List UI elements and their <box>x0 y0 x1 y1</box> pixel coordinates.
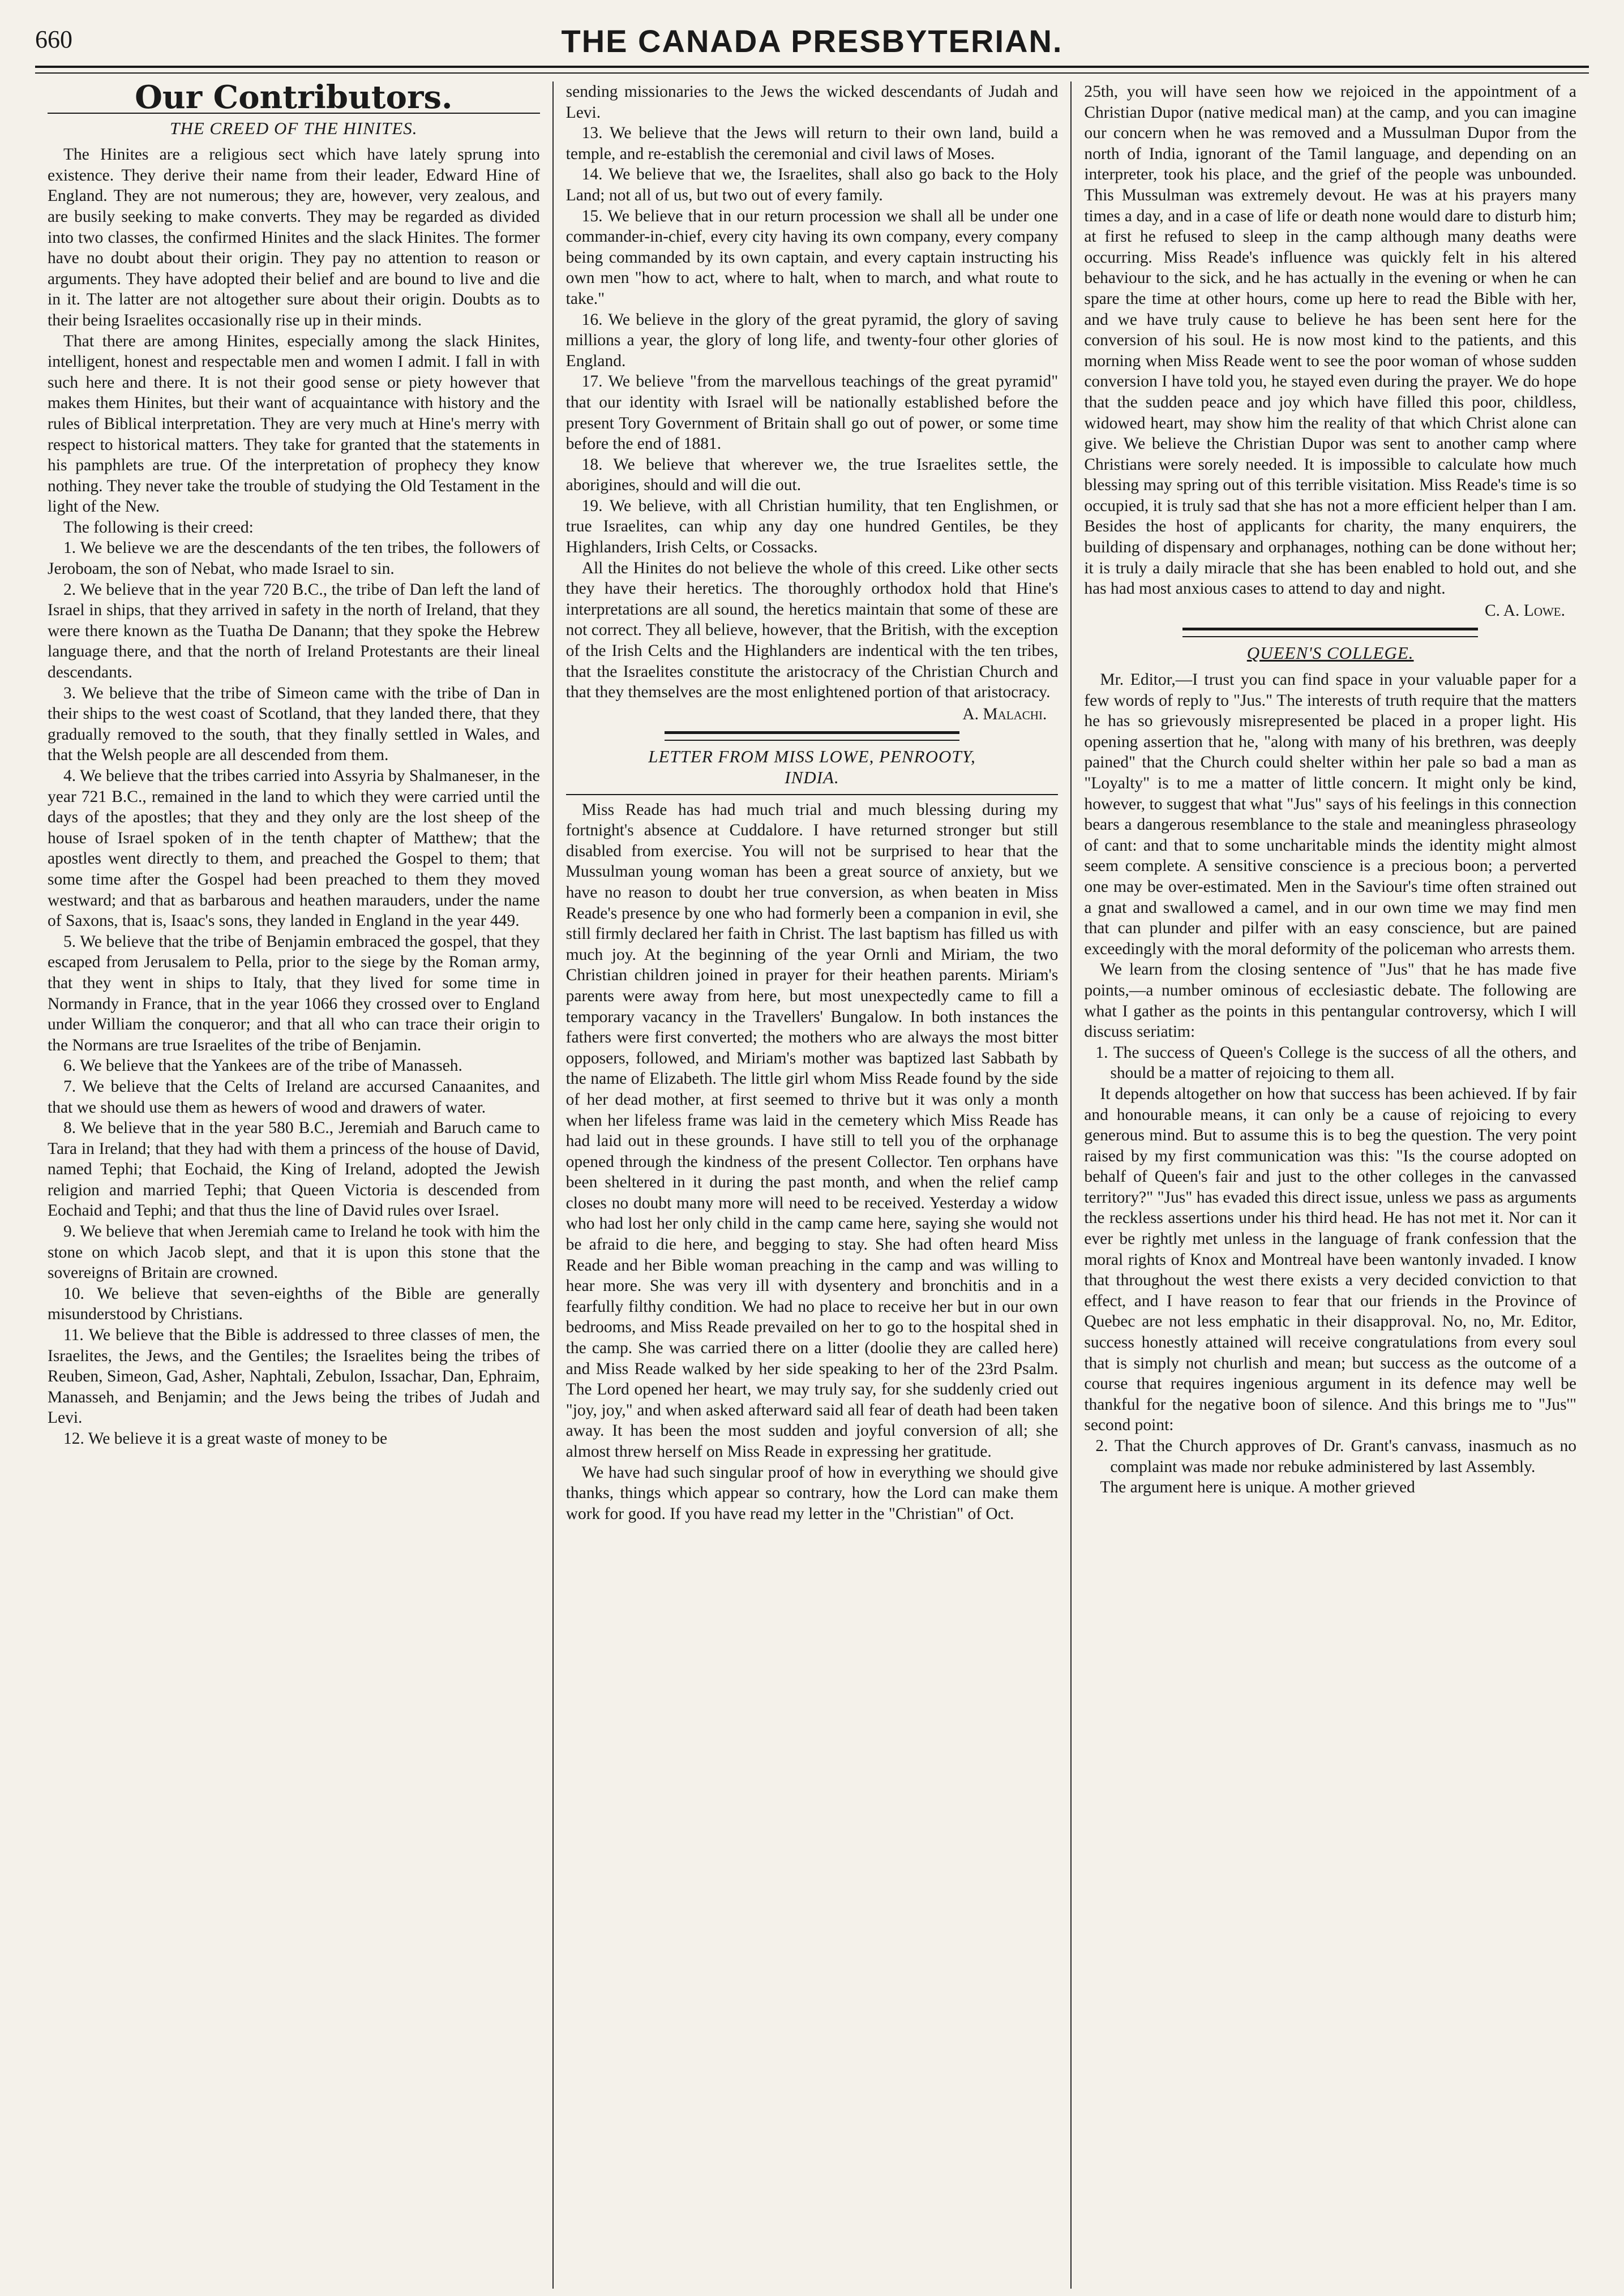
creed-item: 15. We believe that in our return procession we shall all be under one commander-in-chief, every city having its own company, every company being commanded by its own captain, and every captain instructing his own men "how to act, where to halt, when to march, and what route to take." <box>565 207 1059 308</box>
creed-item: 2. We believe that in the year 720 B.C., the tribe of Dan left the land of Israel in ships, that they arrived in safety in the north of Ireland, that they were there known as the Tuatha De Danann; that they spoke the Hebrew language there, and that the north of Ireland Protestants are their lineal descendants. <box>48 580 540 682</box>
newspaper-title: THE CANADA PRESBYTERIAN. <box>561 23 1063 59</box>
creed-item: 4. We believe that the tribes carried into Assyria by Shalmaneser, in the year 721 B.C., remained in the land to which they were carried until the days of the apostles; that they and they only are the lost sheep of the house of Israel spoken of in the tenth chapter of Matthew; that the apostles went directly to them, and preached the Gospel to them; that some time after the Gospel had been preached to them they moved westward; and that as barbarous and heathen marauders, under the name of Saxons, that is, Isaac's sons, they landed in England in the year 449. <box>48 767 540 930</box>
article-title-line-2: INDIA. <box>785 767 839 787</box>
paragraph: That there are among Hinites, especially among the slack Hinites, intelligent, honest and respectable men and women I admit. I fall in with such here and there. It is not their good sense or piety however that makes them Hinites, but their want of acquaintance with history and the rules of Biblical interpretation. They are very much at Hine's merry with respect to historical matters. They take for granted that the statements in his pamphlets are true. Of the interpretation of prophecy they know nothing. They never take the trouble of studying the Old Testament in the light of the New. <box>48 332 540 516</box>
column-2 <box>552 81 1071 2289</box>
creed-item: 13. We believe that the Jews will return to their own land, build a temple, and re-establish the ceremonial and civil laws of Moses. <box>565 124 1059 163</box>
creed-item: 1. We believe we are the descendants of the ten tribes, the followers of Jeroboam, the son of Nebat, who made Israel to sin. <box>48 539 540 578</box>
creed-item: 6. We believe that the Yankees are of the tribe of Manasseh. <box>63 1057 462 1075</box>
creed-item: 11. We believe that the Bible is addressed to three classes of men, the Israelites, the Jews, and the Gentiles; the Israelites being the tribes of Reuben, Simeon, Gad, Asher, Naphtali, Zebulon, Issachar, Dan, Ephraim, Manasseh, and Benjamin; and the Jews being the tribes of Judah and Levi. <box>48 1326 540 1427</box>
column-3 <box>1070 81 1589 2289</box>
creed-item: 16. We believe in the glory of the great pyramid, the glory of saving millions a year, the glory of long life, and twenty-four other glories of England. <box>565 310 1059 370</box>
paragraph: The following is their creed: <box>63 518 254 537</box>
article-title-hinites: THE CREED OF THE HINITES. <box>170 118 418 138</box>
paragraph: The argument here is unique. A mother grieved <box>1100 1478 1415 1497</box>
paragraph: 25th, you will have seen how we rejoiced in the appointment of a Christian Dupor (native medical man) at the camp, and you can imagine our concern when he was removed and a Mussulman Dupor from the north of India, ignorant of the Tamil language, and depending on an interpreter, took his place, and the grief of the people was unbounded. This Mussulman was extremely devout. He was at his prayers many times a day, and in a case of life or death none would dare to disturb him; at first he refused to sleep in the camp although many deaths were occurring. Miss Reade's influence was quickly felt in his altered behaviour to the sick, and he has actually in the evening or when he can spare the time at other hours, come up here to read the Bible with her, and we have truly cause to believe he has been sent here for the conversion of his soul. He is now most kind to the patients, and this morning when Miss Reade went to see the poor woman of whose sudden conversion I have told you, he stayed even during the prayer. We do hope that the sudden peace and joy which have filled this poor, childless, widowed heart, may show him the reality of that which Christ alone can give. We believe the Christian Dupor was sent to another camp where Christians were sorely needed. It is impossible to calculate how much blessing may spring out of this terrible visitation. Miss Reade's time is so occupied, it is truly sad that she has not a more efficient helper than I am. Besides the host of applicants for charity, the many enquirers, the building of dispensary and orphanages, nothing can be done without her; it is truly a daily miracle that she has been enabled to hold out, and she has had most anxious cases to attend to day and night. <box>1084 83 1577 598</box>
article-title-letter <box>566 746 1059 788</box>
signature-malachi: A. Malachi. <box>962 705 1047 723</box>
page-number: 660 <box>35 25 72 53</box>
creed-item: 8. We believe that in the year 580 B.C., Jeremiah and Baruch came to Tara in Ireland; that they had with them a princess of the house of David, named Tephi; that Eochaid, the King of Ireland, adopted the Jewish religion and married Tephi; that Queen Victoria is descended from Eochaid and Tephi; and that thus the line of David rules over Israel. <box>48 1119 540 1220</box>
paragraph: Miss Reade has had much trial and much blessing during my fortnight's absence at Cuddalore. I have returned stronger but still disabled from exercise. You will not be surprised to hear that the Mussulman young woman has been a great source of anxiety, but we have no reason to doubt her true conversion, as when beaten in Miss Reade's presence by one who had formerly been a companion in evil, she still firmly declared her faith in Christ. The last baptism has filled us with much joy. At the beginning of the year Ornli and Miriam, the two Christian children joined in prayer for their heathen parents. Miriam's parents were away from here, but most unexpectedly came to fill a temporary vacancy in the Travellers' Bungalow. In both instances the fathers were first converted; the mothers who are always the most bitter opposers, followed, and Miriam's mother was baptized last Sabbath by the name of Elizabeth. The little girl whom Miss Reade found by the side of her dead mother, at first seemed to thrive but it was only a month when her lifeless frame was laid in the cemetery which Miss Reade has had laid out in these grounds. I have still to tell you of the orphanage opened through the kindness of the present Collector. Ten orphans have been sheltered in it during the past month, and when the relief camp closes no doubt many more will need to be received. Yesterday a widow who had lost her only child in the camp came here, saying she would not be afraid to die here, and begging to stay. She had often heard Miss Reade and her Bible woman preaching in the camp and was willing to hear more. She was very ill with dysentery and bronchitis and in a fearfully filthy condition. We had no place to receive her but in our own bedrooms, and Miss Reade prevailed on her to go to the hospital shed in the camp. She was carried there on a litter (doolie they are called here) and Miss Reade walked by her side speaking to her of the 23rd Psalm. The Lord opened her heart, we may truly say, for she suddenly cried out "joy, joy," and when asked afterward said all fear of death had been taken away. It has been the most sudden and joyful conversion of all; she almost threw herself on Miss Reade in expressing her gratitude. <box>565 800 1059 1461</box>
creed-item: 19. We believe, with all Christian humility, that ten Englishmen, or true Israelites, can whip any day one hundred Gentiles, be they Highlanders, Irish Celts, or Cossacks. <box>565 496 1059 557</box>
paragraph: We learn from the closing sentence of "Jus" that he has made five points,—a number ominous of ecclesiastic debate. The following are what I gather as the points in this pentangular controversy, which I will discuss seriatim: <box>1084 960 1577 1041</box>
paragraph: It depends altogether on how that success has been achieved. If by fair and honourable means, it can only be a cause of rejoicing to every generous mind. But to assume this is to beg the question. The very point raised by my first communication was this: "Is the course adopted on behalf of Queen's fair and just to the other colleges in the canvassed territory?" "Jus" has evaded this direct issue, unless we pass as arguments the reckless assertions under his third head. He has not met it. Nor can it ever be rightly met unless in the language of frank confession that the moral rights of Knox and Montreal have been wantonly invaded. I know that throughout the west there exists a very decided conviction to that effect, and I have reason to fear that our friends in the Province of Quebec are not less emphatic in their disapproval. No, no, Mr. Editor, success honestly attained will receive congratulations from every soul that is simply not churlish and mean; but success as the outcome of a course that requires ingenious argument in its defence may well be thankful for the negative boon of silence. And this brings me to "Jus'" second point: <box>1084 1084 1577 1435</box>
columns <box>35 81 1589 2289</box>
article-divider <box>1182 628 1478 637</box>
masthead <box>35 22 1589 66</box>
signature-lowe: C. A. Lowe. <box>1484 601 1566 620</box>
creed-item: 10. We believe that seven-eighths of the Bible are generally misunderstood by Christians. <box>48 1284 540 1324</box>
article-divider <box>665 731 960 741</box>
paragraph: Mr. Editor,—I trust you can find space in your valuable paper for a few words of reply to "Jus." The interests of truth require that the matters he has so grievously misrepresented be placed in a proper light. His opening assertion that he, "along with many of his brethren, was deeply pained" that the Church could shelter within her pale so bad a man as "Loyalty" is to me a matter of little concern. It might only be kind, however, to suggest that what "Jus" says of his feelings in this connection bears a dangerous resemblance to the stale and meaningless phraseology of cant: and that to some uncharitable minds the identity might almost seem complete. A sensitive conscience is a precious boon; a perverted one may be over-estimated. Men in the Saviour's time often strained out a gnat and swallowed a camel, and in our own time we may find men that can plunder and pilfer with an easy conscience, but are pained exceedingly with the moral deformity of the policeman who arrests them. <box>1084 671 1577 958</box>
section-heading: Our Contributors. <box>135 81 453 116</box>
masthead-rule <box>35 66 1589 74</box>
article-title-queens-college: QUEEN'S COLLEGE. <box>1246 643 1414 663</box>
paragraph: All the Hinites do not believe the whole of this creed. Like other sects they have their heretics. The thoroughly orthodox hold that Hine's interpretations are all sound, the heretics maintain that some of these are not correct. They all believe, however, that the British, with the exception of the Irish Celts and the Highlanders are indentical with the ten tribes, that the Israelites constitute the aristocracy of the Christian Church and that they themselves are the most enlightened portion of that aristocracy. <box>565 559 1059 702</box>
creed-item: 3. We believe that the tribe of Simeon came with the tribe of Dan in their ships to the west coast of Scotland, that they landed there, that they gradually removed to the south, that they finally settled in Wales, and that the Welsh people are all descended from them. <box>48 684 540 765</box>
creed-item: 18. We believe that wherever we, the true Israelites settle, the aborigines, should and will die out. <box>565 455 1059 495</box>
title-rule <box>566 794 1059 795</box>
creed-item: 7. We believe that the Celts of Ireland are accursed Canaanites, and that we should use them as hewers of wood and drawers of water. <box>48 1077 540 1117</box>
paragraph: We have had such singular proof of how in everything we should give thanks, things which appear so contrary, how the Lord can make them work for good. If you have read my letter in the "Christian" of Oct. <box>565 1463 1059 1523</box>
creed-item: 14. We believe that we, the Israelites, shall also go back to the Holy Land; not all of us, but two out of every family. <box>565 165 1059 204</box>
creed-item: 12. We believe it is a great waste of money to be <box>63 1430 388 1448</box>
article-title-line-1: LETTER FROM MISS LOWE, PENROOTY, <box>648 746 976 767</box>
creed-item: 17. We believe "from the marvellous teachings of the great pyramid" that our identity with Israel will be nationally established before the present Tory Government of Britain shall go out of power, or some time before the end of 1881. <box>565 372 1059 453</box>
creed-item: 5. We believe that the tribe of Benjamin embraced the gospel, that they escaped from Jerusalem to Pella, prior to the siege by the Roman army, that they went in ships to Italy, that they lived for some time in Normandy in France, that in the year 1066 they crossed over to England under William the conqueror; and that all who can trace their origin to the Normans are true Israelites of the tribe of Benjamin. <box>48 932 540 1054</box>
creed-item: 9. We believe that when Jeremiah came to Ireland he took with him the stone on which Jacob slept, and that it is upon this stone that the sovereigns of Britain are crowned. <box>48 1222 540 1282</box>
paragraph: The Hinites are a religious sect which have lately sprung into existence. They derive their name from their leader, Edward Hine of England. They are not numerous; they are, however, very zealous, and are busily seeking to make converts. They may be regarded as divided into two classes, the confirmed Hinites and the slack Hinites. The former have no doubt about their origin. They pay no attention to reason or arguments. They have adopted their belief and are bound to live and die in it. The latter are not altogether sure about their origin. Doubts as to their being Israelites occasionally rise up in their minds. <box>48 145 540 329</box>
numbered-point: 1. The success of Queen's College is the success of all the others, and should be a matter of rejoicing to them all. <box>1095 1043 1577 1083</box>
paragraph: sending missionaries to the Jews the wicked descendants of Judah and Levi. <box>565 83 1059 122</box>
numbered-point: 2. That the Church approves of Dr. Grant's canvass, inasmuch as no complaint was made nor rebuke administered by last Assembly. <box>1095 1437 1577 1476</box>
column-1 <box>35 81 552 2289</box>
